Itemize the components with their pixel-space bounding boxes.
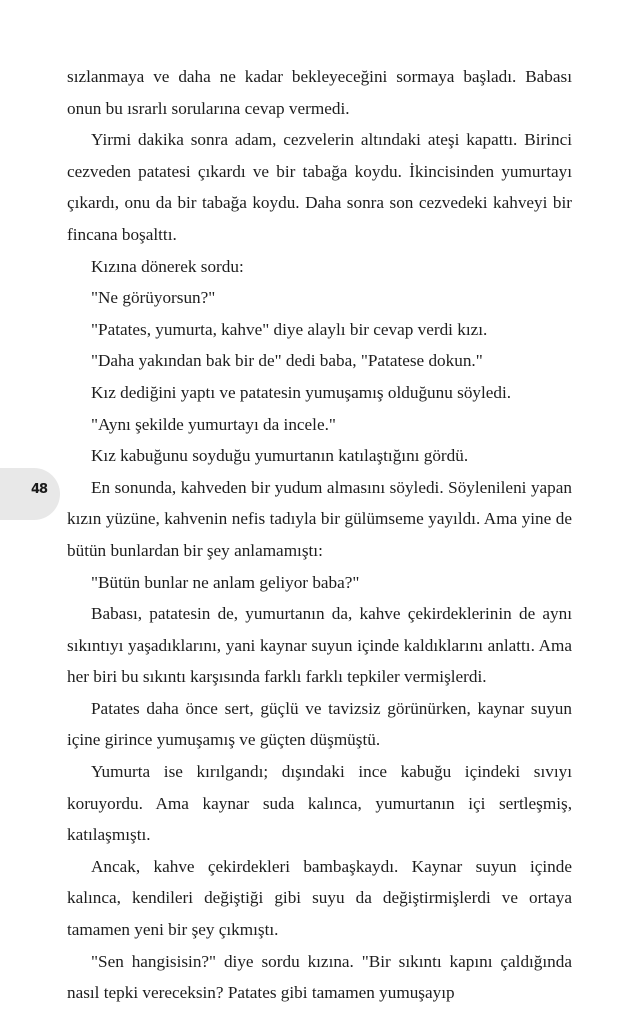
paragraph: "Aynı şekilde yumurtayı da incele." xyxy=(91,414,336,434)
paragraph: sızlanmaya ve daha ne kadar bekleyeceğini sormaya başladı. Babası onun bu ısrarlı sorularına cevap vermedi. xyxy=(67,67,572,118)
body-text xyxy=(67,61,572,1009)
paragraph: Kızına dönerek sordu: xyxy=(91,256,244,276)
paragraph: "Daha yakından bak bir de" dedi baba, "Patatese dokun." xyxy=(91,351,483,371)
paragraph: Ancak, kahve çekirdekleri bambaşkaydı. Kaynar suyun içinde kalınca, kendileri değiştiği gibi suyu da değiştirmişlerdi ve ortaya tamamen yeni bir şey çıkmıştı. xyxy=(67,856,572,940)
paragraph: "Bütün bunlar ne anlam geliyor baba?" xyxy=(91,572,360,592)
paragraph: "Sen hangisisin?" diye sordu kızına. "Bir sıkıntı kapını çaldığında nasıl tepki vereceksin? Patates gibi tamamen yumuşayıp xyxy=(67,951,572,1003)
paragraph: En sonunda, kahveden bir yudum almasını söyledi. Söylenileni yapan kızın yüzüne, kahvenin nefis tadıyla bir gülümseme yayıldı. Ama yine de bütün bunlardan bir şey anlamamıştı: xyxy=(67,477,572,560)
paragraph: "Patates, yumurta, kahve" diye alaylı bir cevap verdi kızı. xyxy=(91,319,488,339)
paragraph: "Ne görüyorsun?" xyxy=(91,288,216,308)
paragraph: Yumurta ise kırılgandı; dışındaki ince kabuğu içindeki sıvıyı koruyordu. Ama kaynar suda kalınca, yumurtanın içi sertleşmiş, katılaşmıştı. xyxy=(67,762,572,845)
paragraph: Kız kabuğunu soyduğu yumurtanın katılaştığını gördü. xyxy=(91,446,469,466)
page-number: 48 xyxy=(31,482,48,497)
paragraph: Kız dediğini yaptı ve patatesin yumuşamış olduğunu söyledi. xyxy=(91,382,512,402)
paragraph: Yirmi dakika sonra adam, cezvelerin altındaki ateşi kapattı. Birinci cezveden patatesi çıkardı ve bir tabağa koydu. İkincisinden yumurtayı çıkardı, onu da bir tabağa koydu. Daha sonra son cezvedeki kahveyi bir fincana boşalttı. xyxy=(67,130,572,244)
page-number-tab xyxy=(0,468,60,520)
paragraph: Babası, patatesin de, yumurtanın da, kahve çekirdeklerinin de aynı sıkıntıyı yaşadıklarını, yani kaynar suyun içinde kaldıklarını anlattı. Ama her biri bu sıkıntı karşısında farklı farklı tepkiler vermişlerdi. xyxy=(67,604,572,687)
paragraph: Patates daha önce sert, güçlü ve tavizsiz görünürken, kaynar suyun içine girince yumuşamış ve güçten düşmüştü. xyxy=(67,698,572,750)
